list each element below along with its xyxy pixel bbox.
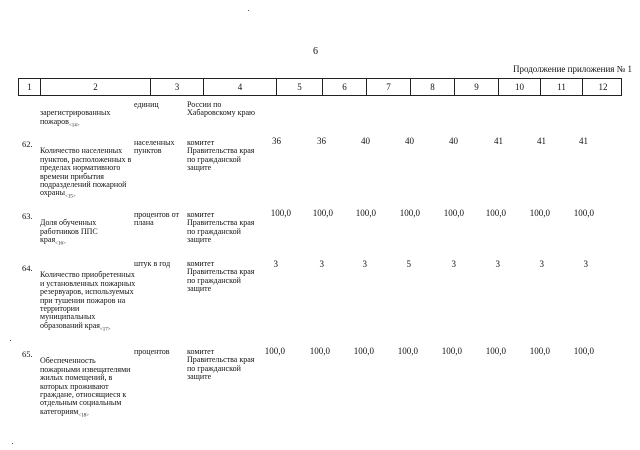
- row-63-value-col8: 100,0: [399, 208, 420, 218]
- row-62-executor: комитет Правительства края по гражданской защите: [187, 138, 255, 173]
- row-62-value-col12: 41: [579, 136, 588, 146]
- row-65-value-col6: 100,0: [309, 346, 330, 356]
- row-62-unit: населенных пунктов: [134, 138, 175, 156]
- row-62-value-col7: 40: [361, 136, 370, 146]
- row-62-value-col8: 40: [405, 136, 414, 146]
- header-col-2: 2: [41, 79, 151, 95]
- carryover-executor: России по Хабаровскому краю: [187, 100, 256, 118]
- row-62-name: Количество населенных пунктов, расположенных в пределах нормативного времени прибытия подразделений пожарной охраны$_{<15>}$: [40, 146, 132, 201]
- row-65-unit: процентов: [134, 347, 170, 356]
- row-64-value-col7: 3: [362, 259, 367, 269]
- row-63-value-col7: 100,0: [355, 208, 376, 218]
- row-64-unit: штук в год: [134, 259, 171, 268]
- row-62-value-col10: 41: [494, 136, 503, 146]
- row-63-value-col6: 100,0: [312, 208, 333, 218]
- row-63-value-col11: 100,0: [529, 208, 550, 218]
- row-62-value-col9: 40: [449, 136, 458, 146]
- row-65-value-col5: 100,0: [264, 346, 285, 356]
- row-62-value-col5: 36: [272, 136, 281, 146]
- header-col-10: 10: [499, 79, 541, 95]
- row-65-executor: комитет Правительства края по гражданской защите: [187, 347, 255, 382]
- row-62-value-col11: 41: [537, 136, 546, 146]
- header-col-4: 4: [204, 79, 277, 95]
- header-col-5: 5: [277, 79, 323, 95]
- row-63-executor: комитет Правительства края по гражданской защите: [187, 210, 255, 245]
- row-number-64: 64.: [22, 263, 33, 273]
- row-63-value-col12: 100,0: [573, 208, 594, 218]
- header-col-12: 12: [598, 82, 608, 92]
- header-col-8: 8: [411, 79, 455, 95]
- row-number-62: 62.: [22, 139, 33, 149]
- row-65-value-col10: 100,0: [485, 346, 506, 356]
- page-number: 6: [313, 46, 318, 57]
- row-number-63: 63.: [22, 211, 33, 221]
- row-65-name: Обеспеченность пожарными извещателями жилых помещений, в которых проживают граждане, относящиеся к отдельным социальным категориям$_{<18>}$: [40, 356, 131, 419]
- row-64-name: Количество приобретенных и установленных пожарных резервуаров, используемых при тушении пожаров на территории муниципальных образований края$_{<17>}$: [40, 270, 136, 333]
- carryover-name: зарегистрированных пожаров$_{<14>}$: [40, 108, 111, 129]
- carryover-unit: единиц: [134, 100, 159, 109]
- header-col-9: 9: [455, 79, 499, 95]
- scan-speck: [248, 10, 249, 11]
- row-64-value-col8: 5: [406, 259, 411, 269]
- header-col-11: 11: [541, 79, 583, 95]
- table-header-row: [18, 78, 622, 96]
- row-63-unit: процентов от плана: [134, 210, 179, 228]
- row-64-value-col10: 3: [495, 259, 500, 269]
- header-col-7: 7: [367, 79, 411, 95]
- row-65-value-col8: 100,0: [397, 346, 418, 356]
- header-col-6: 6: [323, 79, 367, 95]
- scan-speck: [12, 443, 13, 444]
- continuation-note: Продолжение приложения № 1: [512, 64, 632, 74]
- row-65-value-col9: 100,0: [441, 346, 462, 356]
- row-63-value-col5: 100,0: [270, 208, 291, 218]
- row-63-name: Доля обученных работников ППС края$_{<16>}$: [40, 218, 98, 247]
- row-64-value-col9: 3: [451, 259, 456, 269]
- row-64-executor: комитет Правительства края по гражданской защите: [187, 259, 255, 294]
- row-64-value-col6: 3: [319, 259, 324, 269]
- row-65-value-col12: 100,0: [573, 346, 594, 356]
- row-64-value-col11: 3: [539, 259, 544, 269]
- header-col-3: 3: [151, 79, 204, 95]
- row-number-65: 65.: [22, 349, 33, 359]
- row-65-value-col7: 100,0: [353, 346, 374, 356]
- row-65-value-col11: 100,0: [529, 346, 550, 356]
- row-62-value-col6: 36: [317, 136, 326, 146]
- row-64-value-col5: 3: [273, 259, 278, 269]
- row-64-value-col12: 3: [583, 259, 588, 269]
- header-col-1: 1: [19, 79, 41, 95]
- row-63-value-col9: 100,0: [443, 208, 464, 218]
- row-63-value-col10: 100,0: [485, 208, 506, 218]
- scan-speck: [10, 340, 11, 341]
